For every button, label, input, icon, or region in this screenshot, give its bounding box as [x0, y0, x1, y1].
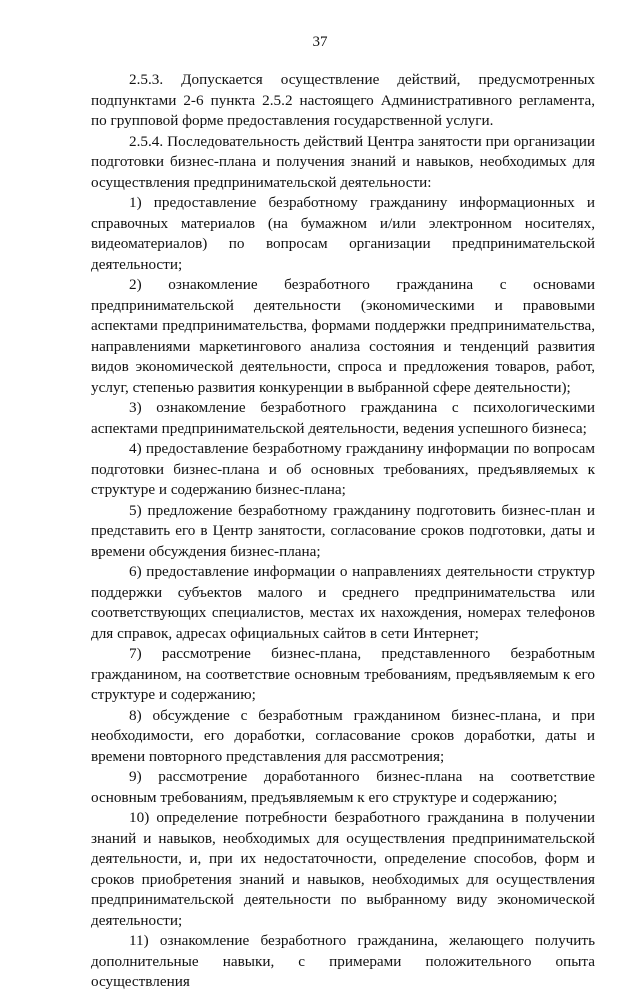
paragraph-2-5-3: 2.5.3. Допускается осуществление действий, предусмотренных подпунктами 2-6 пункта 2.5.2 настоящего Административного регламента, по групповой форме предоставления государственной услуги.	[91, 71, 595, 129]
list-item-1: 1) предоставление безработному гражданину информационных и справочных материалов (на бумажном и/или электронном носителях, видеоматериалов) по вопросам организации предпринимательской деятельности;	[91, 194, 595, 273]
list-item-3: 3) ознакомление безработного гражданина с психологическими аспектами предпринимательской деятельности, ведения успешного бизнеса;	[91, 399, 595, 437]
list-item-10: 10) определение потребности безработного гражданина в получении знаний и навыков, необходимых для осуществления предпринимательской деятельности, и, при их недостаточности, определение способов, форм и сроков приобретения знаний и навыков, необходимых для осуществления предпринимательской деятельности по выбранному виду экономической деятельности;	[91, 809, 595, 929]
list-item-4: 4) предоставление безработному гражданину информации по вопросам подготовки бизнес-плана и об основных требованиях, предъявляемых к структуре и содержанию бизнес-плана;	[91, 440, 595, 498]
list-item-7: 7) рассмотрение бизнес-плана, представленного безработным гражданином, на соответствие основным требованиям, предъявляемым к его структуре и содержанию;	[91, 645, 595, 703]
list-item-2: 2) ознакомление безработного гражданина с основами предпринимательской деятельности (экономическими и правовыми аспектами предпринимательства, формами поддержки предпринимательства, направлениями маркетингового анализа состояния и тенденций развития видов экономической деятельности, спроса и предложения товаров, работ, услуг, степенью развития конкуренции в выбранной сфере деятельности);	[91, 276, 595, 396]
document-body	[91, 70, 595, 993]
list-item-8: 8) обсуждение с безработным гражданином бизнес-плана, и при необходимости, его доработки, согласование сроков доработки, даты и времени повторного представления для рассмотрения;	[91, 706, 595, 765]
list-item-6: 6) предоставление информации о направлениях деятельности структур поддержки субъектов малого и среднего предпринимательства или соответствующих специалистов, местах их нахождения, номерах телефонов для справок, адресах официальных сайтов в сети Интернет;	[91, 563, 595, 642]
paragraph-2-5-4: 2.5.4. Последовательность действий Центра занятости при организации подготовки бизнес-плана и получения знаний и навыков, необходимых для осуществления предпринимательской деятельности:	[91, 132, 595, 191]
page-number: 37	[312, 34, 328, 50]
list-item-5: 5) предложение безработному гражданину подготовить бизнес-план и представить его в Центр занятости, согласование сроков подготовки, даты и времени обсуждения бизнес-плана;	[91, 501, 595, 560]
list-item-9: 9) рассмотрение доработанного бизнес-плана на соответствие основным требованиям, предъявляемым к его структуре и содержанию;	[91, 768, 595, 806]
list-item-11: 11) ознакомление безработного гражданина, желающего получить дополнительные навыки, с примерами положительного опыта осуществления	[91, 932, 595, 990]
